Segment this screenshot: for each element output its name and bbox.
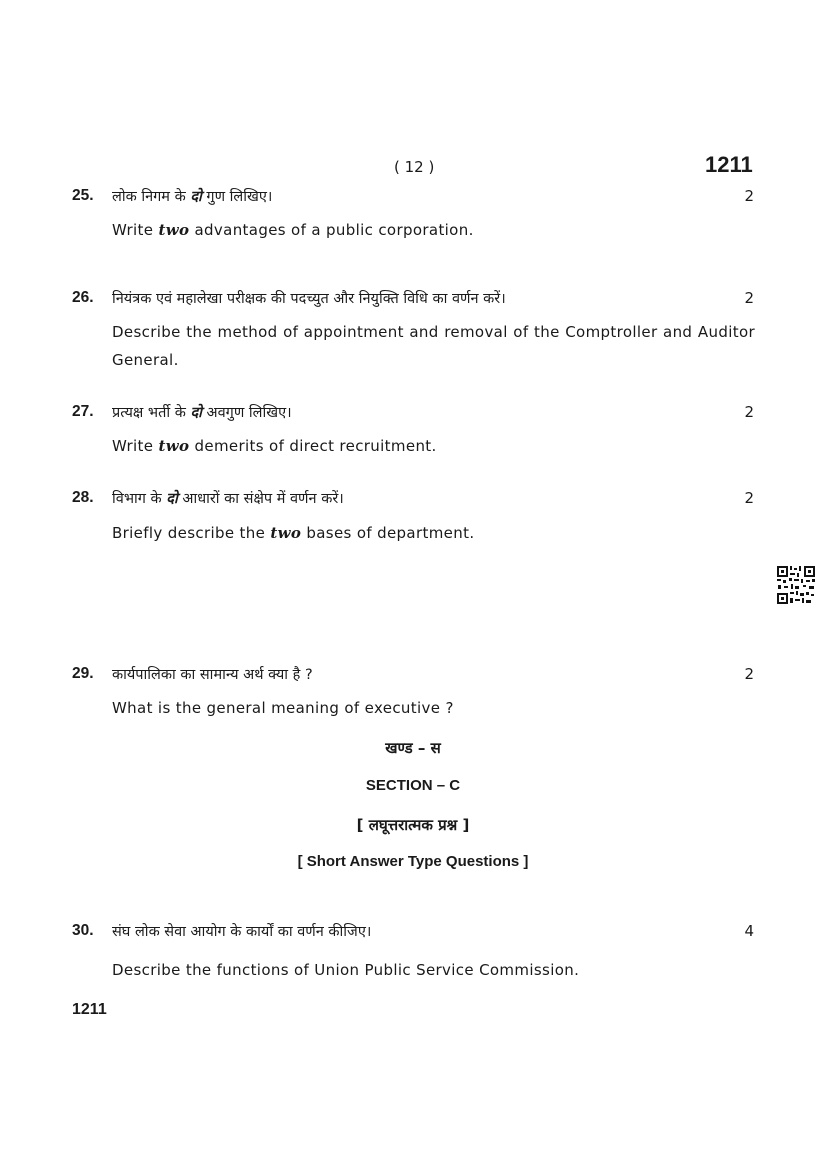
- question-marks: 2: [744, 665, 754, 683]
- question-hindi-text: नियंत्रक एवं महालेखा परीक्षक की पदच्युत और नियुक्ति विधि का वर्णन करें।: [112, 291, 506, 307]
- section-hindi-title: खण्ड – स: [385, 739, 441, 757]
- question-number: 27.: [72, 403, 94, 420]
- question-hindi-text: प्रत्यक्ष भर्ती के दो अवगुण लिखिए।: [112, 405, 292, 421]
- question-hindi-text: कार्यपालिका का सामान्य अर्थ क्या है ?: [112, 667, 313, 683]
- question-marks: 2: [744, 489, 754, 507]
- question-number: 29.: [72, 665, 94, 682]
- question-english-text: Describe the functions of Union Public Service Commission.: [112, 961, 580, 979]
- question-hindi-text: विभाग के दो आधारों का संक्षेप में वर्णन करें।: [112, 491, 344, 507]
- question-english-text: What is the general meaning of executive ?: [112, 699, 454, 717]
- question-number: 26.: [72, 289, 94, 306]
- section-english-subtitle: [ Short Answer Type Questions ]: [297, 853, 529, 870]
- page-number: ( 12 ): [394, 158, 435, 176]
- question-marks: 4: [744, 922, 754, 940]
- question-marks: 2: [744, 403, 754, 421]
- paper-code-footer: 1211: [72, 1001, 107, 1018]
- paper-code-header: 1211: [705, 152, 753, 177]
- question-english-text: Write two demerits of direct recruitment.: [112, 437, 437, 455]
- question-english-text: Briefly describe the two bases of department.: [112, 524, 475, 542]
- section-hindi-subtitle: [ लघूत्तरात्मक प्रश्न ]: [356, 816, 470, 834]
- question-number: 28.: [72, 489, 94, 506]
- question-marks: 2: [744, 289, 754, 307]
- qr-code-icon: [776, 565, 816, 605]
- question-hindi-text: लोक निगम के दो गुण लिखिए।: [112, 189, 273, 205]
- section-english-title: SECTION – C: [365, 777, 461, 794]
- question-number: 25.: [72, 187, 94, 204]
- question-english-text: Write two advantages of a public corporation.: [112, 221, 474, 239]
- question-number: 30.: [72, 922, 94, 939]
- question-hindi-text: संघ लोक सेवा आयोग के कार्यों का वर्णन कीजिए।: [112, 924, 372, 940]
- question-english-text: Describe the method of appointment and removal of the Comptroller and Auditor General.: [112, 323, 755, 369]
- question-marks: 2: [744, 187, 754, 205]
